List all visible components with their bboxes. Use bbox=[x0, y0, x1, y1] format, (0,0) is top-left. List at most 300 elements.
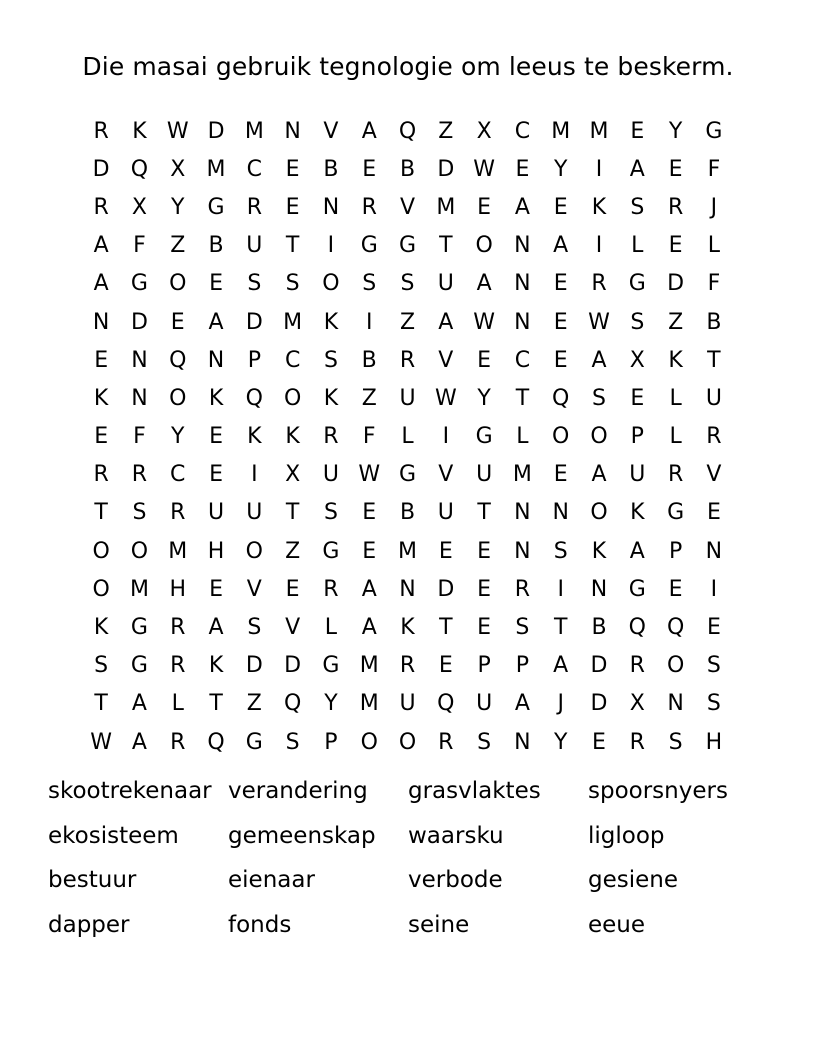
grid-letter[interactable]: C bbox=[514, 118, 531, 144]
grid-letter[interactable]: O bbox=[590, 424, 608, 450]
grid-letter[interactable]: G bbox=[628, 576, 646, 602]
grid-letter[interactable]: G bbox=[245, 729, 263, 755]
grid-letter[interactable]: V bbox=[706, 462, 722, 488]
grid-letter[interactable]: C bbox=[170, 462, 186, 488]
grid-letter[interactable]: D bbox=[207, 118, 225, 144]
grid-letter[interactable]: W bbox=[588, 309, 610, 335]
grid-letter[interactable]: N bbox=[667, 691, 684, 717]
letter-grid bbox=[82, 112, 733, 761]
grid-letter[interactable]: E bbox=[706, 500, 721, 526]
grid-letter[interactable]: T bbox=[515, 385, 530, 411]
grid-letter[interactable]: N bbox=[131, 347, 148, 373]
grid-letter[interactable]: E bbox=[438, 653, 453, 679]
grid-letter[interactable]: G bbox=[475, 424, 493, 450]
grid-letter[interactable]: W bbox=[90, 729, 113, 755]
grid-letter[interactable]: B bbox=[706, 309, 722, 335]
grid-letter[interactable]: R bbox=[93, 118, 109, 144]
grid-letter[interactable]: O bbox=[92, 576, 110, 602]
grid-letter[interactable]: R bbox=[667, 462, 684, 488]
grid-letter[interactable]: E bbox=[706, 615, 721, 641]
grid-letter[interactable]: M bbox=[436, 194, 456, 220]
grid-letter[interactable]: A bbox=[131, 691, 147, 717]
grid-letter[interactable]: L bbox=[669, 385, 682, 411]
grid-letter[interactable]: Z bbox=[399, 309, 416, 335]
grid-letter[interactable]: I bbox=[365, 309, 373, 335]
grid-letter[interactable]: F bbox=[362, 424, 376, 450]
grid-letter[interactable]: R bbox=[323, 576, 339, 602]
grid-letter[interactable]: S bbox=[706, 653, 721, 679]
grid-letter[interactable]: E bbox=[285, 194, 300, 220]
grid-letter[interactable]: Y bbox=[553, 156, 568, 182]
grid-letter[interactable]: W bbox=[358, 462, 381, 488]
grid-letter[interactable]: D bbox=[437, 576, 455, 602]
grid-letter[interactable]: O bbox=[666, 653, 685, 679]
grid-letter[interactable]: T bbox=[707, 347, 721, 373]
grid-letter[interactable]: E bbox=[94, 424, 109, 450]
grid-letter[interactable]: S bbox=[400, 271, 415, 297]
grid-letter[interactable]: D bbox=[437, 156, 455, 182]
grid-letter[interactable]: I bbox=[327, 233, 335, 259]
grid-letter[interactable]: M bbox=[206, 156, 226, 182]
grid-letter[interactable]: O bbox=[360, 729, 378, 755]
grid-letter[interactable]: A bbox=[591, 462, 607, 488]
grid-letter[interactable]: I bbox=[595, 156, 603, 182]
grid-letter[interactable]: E bbox=[668, 576, 683, 602]
grid-letter[interactable]: S bbox=[630, 194, 645, 220]
grid-letter[interactable]: L bbox=[401, 424, 414, 450]
word-list-item: verbode bbox=[408, 867, 503, 893]
grid-letter[interactable]: B bbox=[323, 156, 339, 182]
grid-letter[interactable]: K bbox=[591, 538, 607, 564]
grid-letter[interactable]: N bbox=[284, 118, 301, 144]
grid-letter[interactable]: T bbox=[439, 233, 453, 259]
grid-letter[interactable]: B bbox=[399, 156, 416, 182]
grid-letter[interactable]: Y bbox=[171, 194, 185, 220]
grid-letter[interactable]: Y bbox=[553, 729, 568, 755]
grid-letter[interactable]: C bbox=[514, 347, 531, 373]
grid-letter[interactable]: D bbox=[245, 309, 263, 335]
grid-letter[interactable]: A bbox=[553, 233, 569, 259]
grid-letter[interactable]: P bbox=[324, 729, 338, 755]
grid-letter[interactable]: I bbox=[251, 462, 258, 488]
grid-letter[interactable]: R bbox=[93, 462, 109, 488]
grid-letter[interactable]: U bbox=[207, 500, 225, 526]
grid-letter[interactable]: U bbox=[437, 500, 454, 526]
grid-letter[interactable]: G bbox=[322, 653, 340, 679]
grid-letter[interactable]: N bbox=[590, 576, 608, 602]
grid-letter[interactable]: R bbox=[361, 194, 377, 220]
grid-letter[interactable]: M bbox=[359, 653, 379, 679]
grid-letter[interactable]: Z bbox=[668, 309, 684, 335]
grid-letter[interactable]: E bbox=[362, 538, 377, 564]
grid-letter[interactable]: K bbox=[208, 653, 224, 679]
grid-letter[interactable]: R bbox=[399, 653, 416, 679]
grid-letter[interactable]: U bbox=[437, 271, 454, 297]
grid-letter[interactable]: D bbox=[245, 653, 263, 679]
grid-letter[interactable]: E bbox=[477, 576, 492, 602]
grid-letter[interactable]: S bbox=[706, 691, 721, 717]
grid-letter[interactable]: R bbox=[93, 194, 109, 220]
grid-letter[interactable]: K bbox=[247, 424, 262, 450]
grid-letter[interactable]: E bbox=[209, 462, 223, 488]
grid-letter[interactable]: A bbox=[629, 538, 645, 564]
grid-letter[interactable]: X bbox=[131, 194, 147, 220]
grid-letter[interactable]: E bbox=[630, 385, 645, 411]
grid-letter[interactable]: R bbox=[706, 424, 722, 450]
grid-letter[interactable]: D bbox=[590, 653, 608, 679]
grid-letter[interactable]: X bbox=[170, 156, 186, 182]
grid-letter[interactable]: G bbox=[398, 462, 417, 488]
grid-letter[interactable]: E bbox=[592, 729, 606, 755]
grid-letter[interactable]: V bbox=[285, 615, 301, 641]
grid-letter[interactable]: H bbox=[207, 538, 225, 564]
grid-letter[interactable]: T bbox=[477, 500, 491, 526]
grid-letter[interactable]: K bbox=[93, 385, 109, 411]
grid-letter[interactable]: Z bbox=[361, 385, 377, 411]
grid-letter[interactable]: H bbox=[169, 576, 187, 602]
grid-letter[interactable]: N bbox=[514, 233, 531, 259]
grid-letter[interactable]: A bbox=[476, 271, 492, 297]
grid-letter[interactable]: C bbox=[284, 347, 301, 373]
grid-letter[interactable]: K bbox=[668, 347, 683, 373]
grid-letter[interactable]: E bbox=[553, 309, 568, 335]
grid-letter[interactable]: E bbox=[209, 271, 223, 297]
word-list-item: ligloop bbox=[588, 822, 665, 849]
grid-letter[interactable]: G bbox=[398, 233, 417, 259]
grid-letter[interactable]: C bbox=[246, 156, 263, 182]
grid-letter[interactable]: P bbox=[668, 538, 683, 564]
grid-letter[interactable]: J bbox=[557, 691, 564, 717]
grid-letter[interactable]: V bbox=[399, 194, 416, 220]
grid-letter[interactable]: E bbox=[668, 233, 683, 259]
grid-letter[interactable]: Z bbox=[170, 233, 186, 259]
grid-letter[interactable]: N bbox=[514, 538, 531, 564]
grid-letter[interactable]: S bbox=[285, 729, 300, 755]
grid-letter[interactable]: Z bbox=[438, 118, 454, 144]
grid-letter[interactable]: U bbox=[246, 233, 263, 259]
grid-letter[interactable]: Z bbox=[246, 691, 262, 717]
grid-letter[interactable]: O bbox=[590, 500, 608, 526]
grid-letter[interactable]: F bbox=[133, 424, 146, 450]
grid-letter[interactable]: A bbox=[438, 309, 454, 335]
grid-letter[interactable]: G bbox=[705, 118, 723, 144]
grid-letter[interactable]: E bbox=[553, 194, 568, 220]
grid-letter[interactable]: E bbox=[209, 576, 223, 602]
grid-letter[interactable]: N bbox=[552, 500, 569, 526]
grid-letter[interactable]: T bbox=[209, 691, 223, 717]
grid-letter[interactable]: B bbox=[591, 615, 607, 641]
word-list-item: skootrekenaar bbox=[48, 778, 212, 804]
grid-letter[interactable]: A bbox=[361, 615, 377, 641]
grid-letter[interactable]: I bbox=[442, 424, 450, 450]
grid-letter[interactable]: Q bbox=[437, 691, 455, 717]
word-list-item: waarsku bbox=[408, 822, 504, 849]
grid-letter[interactable]: S bbox=[323, 500, 338, 526]
grid-letter[interactable]: Y bbox=[324, 691, 338, 717]
grid-letter[interactable]: X bbox=[285, 462, 301, 488]
grid-letter[interactable]: Z bbox=[285, 538, 301, 564]
grid-letter[interactable]: G bbox=[360, 233, 378, 259]
grid-letter[interactable]: Q bbox=[130, 156, 149, 182]
grid-letter[interactable]: L bbox=[669, 424, 682, 450]
grid-letter[interactable]: S bbox=[515, 615, 530, 641]
grid-letter[interactable]: O bbox=[398, 729, 417, 755]
grid-letter[interactable]: N bbox=[705, 538, 723, 564]
grid-letter[interactable]: A bbox=[514, 691, 530, 717]
grid-letter[interactable]: A bbox=[208, 615, 224, 641]
grid-letter[interactable]: O bbox=[130, 538, 149, 564]
grid-letter[interactable]: D bbox=[667, 271, 685, 297]
grid-letter[interactable]: O bbox=[169, 385, 187, 411]
grid-letter[interactable]: F bbox=[133, 233, 146, 259]
grid-letter[interactable]: N bbox=[207, 347, 225, 373]
grid-letter[interactable]: R bbox=[323, 424, 339, 450]
grid-letter[interactable]: R bbox=[514, 576, 531, 602]
grid-letter[interactable]: O bbox=[322, 271, 340, 297]
grid-letter[interactable]: K bbox=[400, 615, 415, 641]
grid-letter[interactable]: M bbox=[359, 691, 379, 717]
grid-letter[interactable]: M bbox=[512, 462, 532, 488]
grid-letter[interactable]: R bbox=[399, 347, 416, 373]
grid-letter[interactable]: R bbox=[246, 194, 262, 220]
grid-letter[interactable]: P bbox=[247, 347, 261, 373]
grid-letter[interactable]: L bbox=[516, 424, 529, 450]
grid-letter[interactable]: A bbox=[629, 156, 645, 182]
grid-letter[interactable]: A bbox=[131, 729, 147, 755]
grid-letter[interactable]: G bbox=[322, 538, 340, 564]
grid-letter[interactable]: R bbox=[629, 729, 645, 755]
grid-letter[interactable]: G bbox=[130, 615, 148, 641]
grid-letter[interactable]: K bbox=[93, 615, 109, 641]
grid-letter[interactable]: W bbox=[473, 156, 495, 182]
grid-letter[interactable]: E bbox=[553, 271, 568, 297]
grid-letter[interactable]: I bbox=[595, 233, 603, 259]
grid-letter[interactable]: P bbox=[477, 653, 491, 679]
grid-letter[interactable]: G bbox=[207, 194, 225, 220]
grid-letter[interactable]: E bbox=[285, 156, 300, 182]
grid-letter[interactable]: U bbox=[322, 462, 339, 488]
grid-letter[interactable]: T bbox=[439, 615, 453, 641]
grid-letter[interactable]: V bbox=[323, 118, 339, 144]
grid-letter[interactable]: K bbox=[285, 424, 300, 450]
grid-letter[interactable]: A bbox=[361, 118, 377, 144]
grid-letter[interactable]: O bbox=[92, 538, 110, 564]
grid-letter[interactable]: M bbox=[244, 118, 264, 144]
grid-letter[interactable]: P bbox=[515, 653, 530, 679]
grid-letter[interactable]: Q bbox=[207, 729, 225, 755]
grid-letter[interactable]: M bbox=[551, 118, 571, 144]
grid-letter[interactable]: T bbox=[285, 233, 300, 259]
grid-letter[interactable]: T bbox=[285, 500, 300, 526]
grid-letter[interactable]: A bbox=[553, 653, 569, 679]
grid-letter[interactable]: U bbox=[476, 462, 493, 488]
grid-letter[interactable]: U bbox=[629, 462, 646, 488]
grid-letter[interactable]: B bbox=[399, 500, 416, 526]
grid-letter[interactable]: E bbox=[362, 500, 377, 526]
grid-letter[interactable]: O bbox=[475, 233, 493, 259]
grid-letter[interactable]: S bbox=[362, 271, 377, 297]
grid-letter[interactable]: G bbox=[130, 271, 148, 297]
grid-letter[interactable]: S bbox=[94, 653, 109, 679]
grid-letter[interactable]: D bbox=[92, 156, 110, 182]
word-list-item: grasvlaktes bbox=[408, 778, 541, 804]
word-list-item: gemeenskap bbox=[228, 822, 376, 849]
grid-letter[interactable]: J bbox=[710, 194, 718, 220]
grid-letter[interactable]: E bbox=[553, 347, 568, 373]
word-list-item: gesiene bbox=[588, 867, 679, 893]
grid-letter[interactable]: S bbox=[553, 538, 568, 564]
grid-letter[interactable]: A bbox=[514, 194, 530, 220]
grid-letter[interactable]: T bbox=[94, 500, 108, 526]
grid-letter[interactable]: G bbox=[667, 500, 685, 526]
grid-letter[interactable]: K bbox=[323, 385, 339, 411]
grid-letter[interactable]: S bbox=[247, 271, 262, 297]
grid-letter[interactable]: L bbox=[324, 615, 338, 641]
grid-letter[interactable]: N bbox=[514, 500, 531, 526]
grid-letter[interactable]: Q bbox=[552, 385, 570, 411]
grid-letter[interactable]: K bbox=[132, 118, 147, 144]
grid-letter[interactable]: R bbox=[170, 653, 186, 679]
grid-letter[interactable]: B bbox=[208, 233, 224, 259]
grid-letter[interactable]: S bbox=[630, 309, 645, 335]
grid-letter[interactable]: S bbox=[592, 385, 606, 411]
grid-letter[interactable]: M bbox=[168, 538, 188, 564]
grid-letter[interactable]: V bbox=[438, 462, 454, 488]
grid-letter[interactable]: I bbox=[710, 576, 718, 602]
grid-letter[interactable]: I bbox=[557, 576, 564, 602]
grid-letter[interactable]: E bbox=[515, 156, 530, 182]
grid-letter[interactable]: O bbox=[245, 538, 263, 564]
grid-letter[interactable]: Y bbox=[477, 385, 491, 411]
grid-letter[interactable]: R bbox=[170, 729, 186, 755]
grid-letter[interactable]: N bbox=[131, 385, 148, 411]
grid-letter[interactable]: Q bbox=[283, 691, 302, 717]
grid-letter[interactable]: T bbox=[94, 691, 108, 717]
grid-letter[interactable]: B bbox=[361, 347, 377, 373]
grid-letter[interactable]: E bbox=[668, 156, 683, 182]
grid-letter[interactable]: Q bbox=[398, 118, 417, 144]
grid-letter[interactable]: U bbox=[399, 691, 416, 717]
grid-letter[interactable]: U bbox=[399, 385, 416, 411]
grid-letter[interactable]: P bbox=[630, 424, 644, 450]
grid-letter[interactable]: E bbox=[362, 156, 377, 182]
grid-letter[interactable]: A bbox=[591, 347, 607, 373]
grid-letter[interactable]: V bbox=[438, 347, 454, 373]
grid-letter[interactable]: R bbox=[629, 653, 645, 679]
grid-letter[interactable]: Q bbox=[628, 615, 646, 641]
grid-letter[interactable]: O bbox=[283, 385, 302, 411]
grid-letter[interactable]: A bbox=[93, 271, 109, 297]
grid-letter[interactable]: F bbox=[707, 156, 721, 182]
grid-letter[interactable]: X bbox=[476, 118, 492, 144]
grid-letter[interactable]: H bbox=[705, 729, 723, 755]
grid-letter[interactable]: S bbox=[323, 347, 338, 373]
grid-letter[interactable]: A bbox=[208, 309, 224, 335]
grid-letter[interactable]: D bbox=[130, 309, 148, 335]
grid-letter[interactable]: S bbox=[132, 500, 147, 526]
grid-letter[interactable]: M bbox=[398, 538, 418, 564]
grid-letter[interactable]: N bbox=[514, 729, 531, 755]
grid-letter[interactable]: K bbox=[323, 309, 339, 335]
grid-letter[interactable]: E bbox=[477, 538, 492, 564]
grid-letter[interactable]: X bbox=[629, 347, 645, 373]
grid-letter[interactable]: L bbox=[631, 233, 644, 259]
grid-letter[interactable]: L bbox=[171, 691, 184, 717]
grid-letter[interactable]: M bbox=[283, 309, 303, 335]
grid-letter[interactable]: N bbox=[322, 194, 340, 220]
grid-letter[interactable]: X bbox=[629, 691, 645, 717]
grid-letter[interactable]: G bbox=[130, 653, 148, 679]
grid-letter[interactable]: E bbox=[438, 538, 453, 564]
grid-letter[interactable]: E bbox=[170, 309, 185, 335]
grid-letter[interactable]: R bbox=[591, 271, 607, 297]
grid-letter[interactable]: V bbox=[246, 576, 262, 602]
grid-letter[interactable]: M bbox=[589, 118, 609, 144]
grid-letter[interactable]: N bbox=[399, 576, 416, 602]
grid-letter[interactable]: U bbox=[476, 691, 493, 717]
grid-letter[interactable]: N bbox=[514, 309, 531, 335]
grid-letter[interactable]: D bbox=[284, 653, 302, 679]
grid-letter[interactable]: W bbox=[166, 118, 189, 144]
grid-letter[interactable]: M bbox=[129, 576, 149, 602]
word-list-item: eienaar bbox=[228, 867, 315, 893]
grid-letter[interactable]: R bbox=[667, 194, 684, 220]
grid-letter[interactable]: E bbox=[209, 424, 223, 450]
grid-letter[interactable]: S bbox=[247, 615, 262, 641]
grid-letter[interactable]: T bbox=[553, 615, 568, 641]
grid-letter[interactable]: Y bbox=[171, 424, 185, 450]
word-list-item: fonds bbox=[228, 911, 292, 938]
grid-letter[interactable]: S bbox=[668, 729, 683, 755]
grid-letter[interactable]: E bbox=[285, 576, 300, 602]
grid-letter[interactable]: G bbox=[628, 271, 646, 297]
grid-letter[interactable]: R bbox=[170, 615, 186, 641]
grid-letter[interactable]: E bbox=[477, 194, 492, 220]
grid-letter[interactable]: Q bbox=[245, 385, 263, 411]
grid-letter[interactable]: E bbox=[94, 347, 109, 373]
grid-letter[interactable]: E bbox=[477, 615, 492, 641]
grid-letter[interactable]: K bbox=[630, 500, 645, 526]
grid-letter[interactable]: K bbox=[591, 194, 607, 220]
grid-letter[interactable]: R bbox=[170, 500, 186, 526]
grid-letter[interactable]: W bbox=[434, 385, 457, 411]
grid-letter[interactable]: A bbox=[361, 576, 377, 602]
grid-letter[interactable]: E bbox=[477, 347, 492, 373]
grid-letter[interactable]: Y bbox=[668, 118, 683, 144]
grid-letter[interactable]: Q bbox=[169, 347, 187, 373]
grid-letter[interactable]: E bbox=[630, 118, 645, 144]
grid-letter[interactable]: R bbox=[438, 729, 454, 755]
grid-letter[interactable]: A bbox=[93, 233, 109, 259]
grid-letter[interactable]: S bbox=[285, 271, 300, 297]
grid-letter[interactable]: E bbox=[553, 462, 568, 488]
grid-letter[interactable]: U bbox=[705, 385, 722, 411]
grid-letter[interactable]: N bbox=[92, 309, 110, 335]
grid-letter[interactable]: K bbox=[208, 385, 224, 411]
grid-letter[interactable]: N bbox=[514, 271, 531, 297]
grid-letter[interactable]: O bbox=[552, 424, 570, 450]
grid-letter[interactable]: S bbox=[477, 729, 492, 755]
grid-letter[interactable]: L bbox=[707, 233, 721, 259]
grid-letter[interactable]: O bbox=[169, 271, 187, 297]
grid-letter[interactable]: Q bbox=[666, 615, 685, 641]
grid-letter[interactable]: R bbox=[131, 462, 148, 488]
grid-letter[interactable]: U bbox=[246, 500, 263, 526]
word-list-item: dapper bbox=[48, 911, 130, 938]
grid-letter[interactable]: D bbox=[590, 691, 608, 717]
grid-letter[interactable]: F bbox=[707, 271, 721, 297]
grid-letter[interactable]: W bbox=[473, 309, 495, 335]
